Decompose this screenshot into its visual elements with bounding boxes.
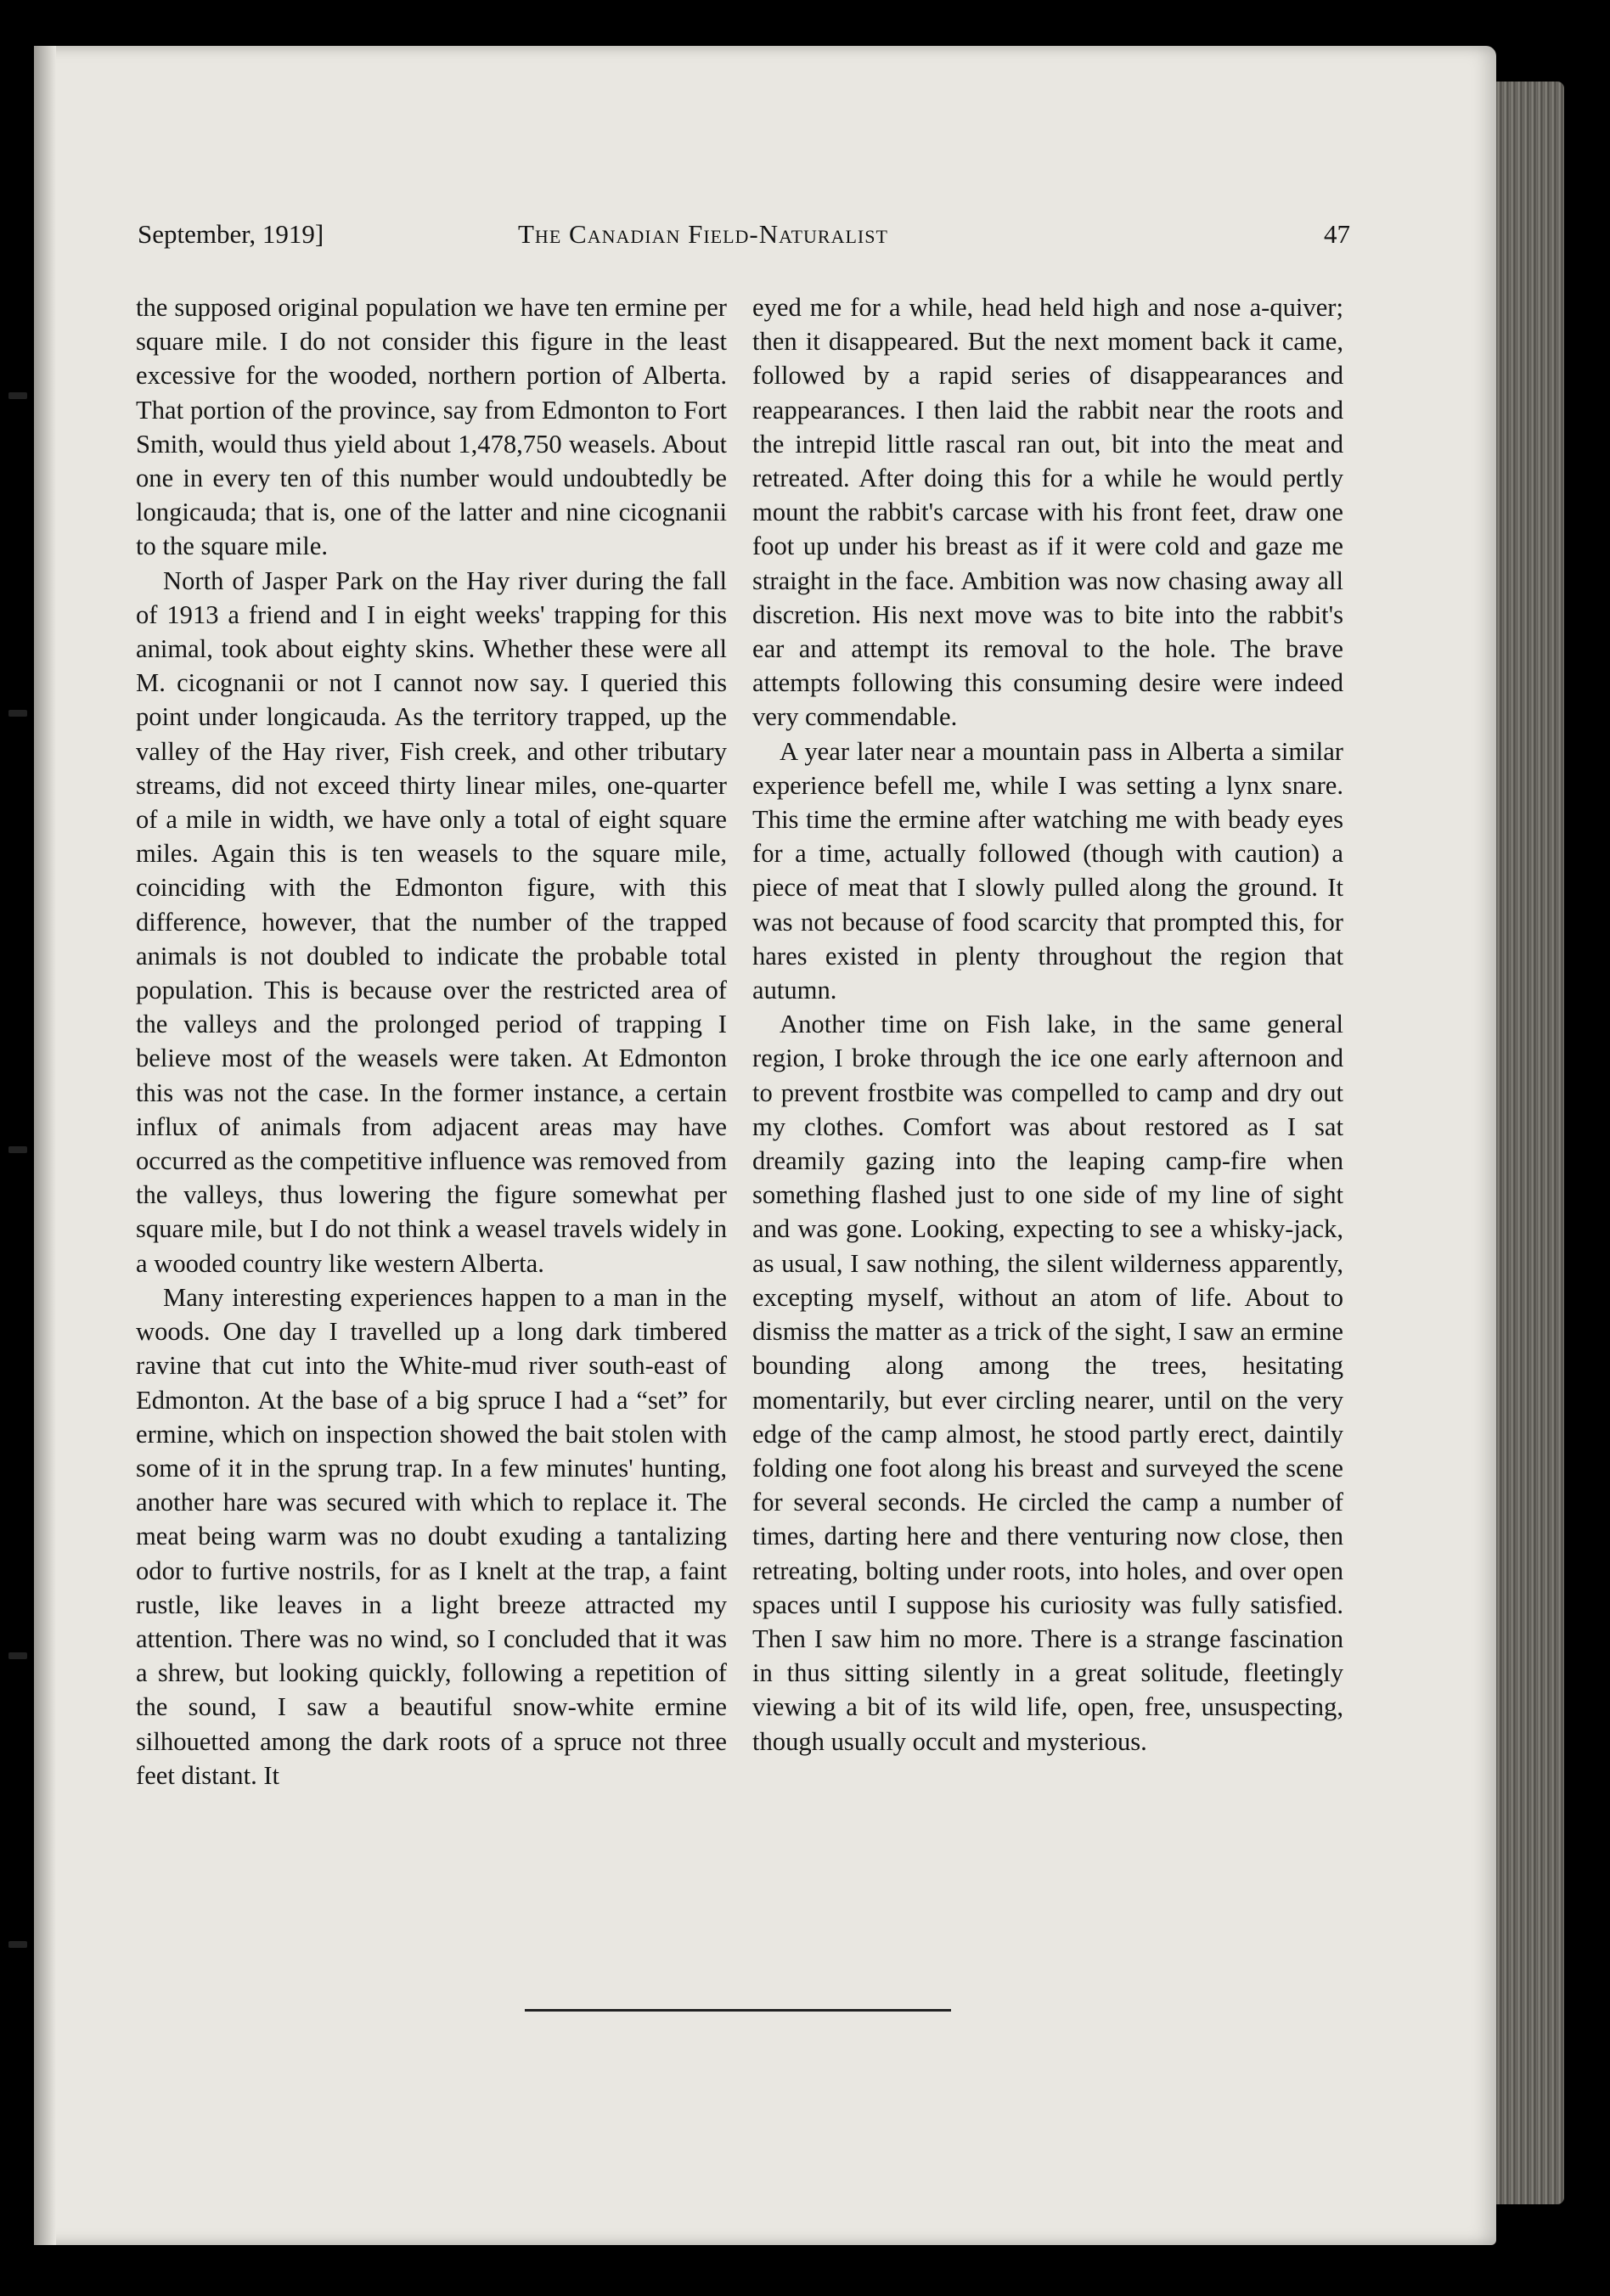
margin-mark bbox=[8, 1652, 27, 1659]
paragraph: eyed me for a while, head held high and nose a-quiver; then it disappeared. But the next moment back it came, followed by a rapid series of disappearances and reappearances. I then laid the rabbit near the roots and the intrepid little rascal ran out, bit into the meat and retreated. After doing this for a while he would pertly mount the rabbit's carcase with his front feet, draw one foot up under his breast as if it were cold and gaze me straight in the face. Ambition was now chasing away all discretion. His next move was to bite into the rabbit's ear and attempt its removal to the hole. The brave attempts following this consuming desire were indeed very commendable. bbox=[752, 293, 1343, 732]
margin-mark bbox=[8, 392, 27, 399]
running-header bbox=[138, 219, 1350, 253]
paragraph: North of Jasper Park on the Hay river during the fall of 1913 a friend and I in eight weeks' trapping for this animal, took about eighty skins. Whether these were all M. cicognanii or not I cannot now say. I queried this point under longicauda. As the territory trapped, up the valley of the Hay river, Fish creek, and other tributary streams, did not exceed thirty linear miles, one-quarter of a mile in width, we have only a total of eight square miles. Again this is ten weasels to the square mile, coinciding with the Edmonton figure, with this difference, however, that the number of the trapped animals is not doubled to indicate the probable total population. This is because over the restricted area of the valleys and the prolonged period of trapping I believe most of the weasels were taken. At Edmonton this was not the case. In the former instance, a certain influx of animals from adjacent areas may have occurred as the competitive influence was removed from the valleys, thus lowering the figure somewhat per square mile, but I do not think a weasel travels widely in a wooded country like western Alberta. bbox=[136, 566, 727, 1278]
paragraph: A year later near a mountain pass in Alberta a similar experience befell me, while I was setting a lynx snare. This time the ermine after watching me with beady eyes for a time, actually followed (though with caution) a piece of meat that I slowly pulled along the ground. It was not because of food scarcity that prompted this, for hares existed in plenty throughout the region that autumn. bbox=[752, 736, 1343, 1005]
paragraph: Another time on Fish lake, in the same general region, I broke through the ice one early afternoon and to prevent frostbite was compelled to camp and dry out my clothes. Comfort was about restored as I sat dreamily gazing into the leaping camp-fire when something flashed just to one side of my line of sight and was gone. Looking, expecting to see a whisky-jack, as usual, I saw nothing, the silent wilderness apparently, excepting myself, without an atom of life. About to dismiss the matter as a trick of the sight, I saw an ermine bounding along among the trees, hesitating momentarily, but ever circling nearer, until on the very edge of the camp almost, he stood partly erect, daintily folding one foot along his breast and surveyed the scene for several seconds. He circled the camp a number of times, darting here and there venturing now close, then retreating, bolting under roots, into holes, and over open spaces until I suppose his curiosity was fully satisfied. Then I saw him no more. There is a strange fascination in thus sitting silently in a great solitude, fleetingly viewing a bit of its wild life, open, free, unsuspecting, though usually occult and mysterious. bbox=[752, 1010, 1343, 1756]
right-column bbox=[752, 290, 1343, 1759]
left-column bbox=[136, 290, 727, 1792]
paragraph: Many interesting experiences happen to a man in the woods. One day I travelled up a long dark timbered ravine that cut into the White-mud river south-east of Edmonton. At the base of a big spruce I had a “set” for ermine, which on inspection showed the bait stolen with some of it in the sprung trap. In a few minutes' hunting, another hare was secured with which to replace it. The meat being warm was no doubt exuding a tantalizing odor to furtive nostrils, for as I knelt at the trap, a faint rustle, like leaves in a light breeze attracted my attention. There was no wind, so I concluded that it was a shrew, but looking quickly, following a repetition of the sound, I saw a beautiful snow-white ermine silhouetted among the dark roots of a spruce not three feet distant. It bbox=[136, 1282, 727, 1790]
page-gutter-shadow bbox=[34, 46, 56, 2245]
page-number: 47 bbox=[1324, 219, 1350, 249]
margin-mark bbox=[8, 710, 27, 717]
issue-date: September, 1919] bbox=[138, 219, 324, 249]
book-page-edges bbox=[1496, 82, 1564, 2204]
section-end-rule bbox=[525, 2009, 951, 2012]
journal-title: The Canadian Field-Naturalist bbox=[518, 219, 888, 249]
margin-mark bbox=[8, 1146, 27, 1153]
margin-mark bbox=[8, 1941, 27, 1948]
paragraph: the supposed original population we have ten ermine per square mile. I do not consider this figure in the least excessive for the wooded, northern portion of Alberta. That portion of the province, say from Edmonton to Fort Smith, would thus yield about 1,478,750 weasels. About one in every ten of this number would undoubtedly be longicauda; that is, one of the latter and nine cicognanii to the square mile. bbox=[136, 293, 727, 561]
